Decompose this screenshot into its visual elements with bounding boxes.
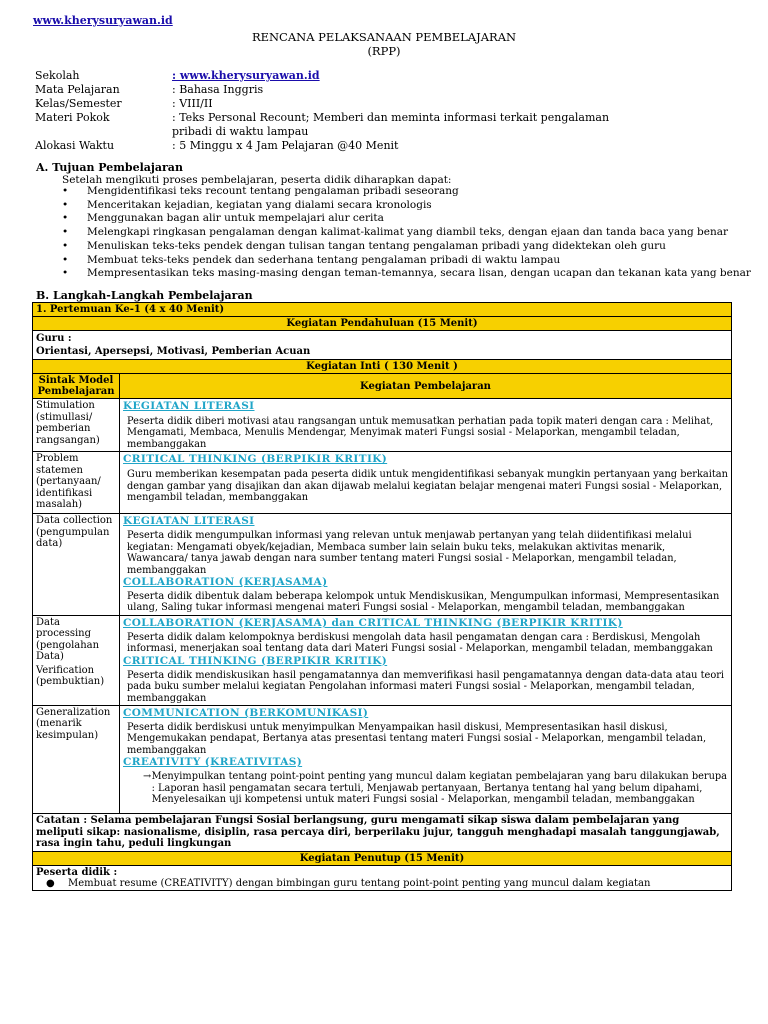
- table-row: [33, 452, 732, 514]
- document-subtitle: (RPP): [367, 44, 401, 58]
- info-label: Mata Pelajaran: [35, 83, 120, 96]
- bullet-icon: •: [62, 253, 69, 266]
- info-label: Kelas/Semester: [35, 97, 122, 110]
- activity-heading: KEGIATAN LITERASI: [123, 400, 255, 412]
- info-value: : 5 Minggu x 4 Jam Pelajaran @40 Menit: [172, 139, 399, 152]
- info-value[interactable]: [172, 69, 622, 83]
- list-item: [62, 199, 751, 213]
- objective-text: Melengkapi ringkasan pengalaman dengan kalimat-kalimat yang diambil teks, dengan ejaan dan tanda baca yang benar: [87, 226, 729, 239]
- activity-description: Menyimpulkan tentang point-point penting yang muncul dalam kegiatan pembelajaran yang baru dilakukan berupa : Laporan hasil pengamatan secara tertuli, Menjawab pertanyaan, Bertanya tentang hal yang belum dipahami, Menyelesaikan uji kompetensi untuk materi Fungsi sosial - Melaporkan, mengambil teladan, membanggakan: [151, 771, 728, 805]
- list-item: [62, 254, 751, 268]
- activity-heading: KEGIATAN LITERASI: [123, 515, 255, 528]
- resume-text: Membuat resume (CREATIVITY) dengan bimbingan guru tentang point-point penting yang muncul dalam kegiatan: [68, 877, 651, 889]
- table-row: [33, 514, 732, 615]
- bullet-icon: •: [62, 185, 69, 197]
- kegiatan-cell: [120, 514, 732, 615]
- bullet-icon: •: [62, 226, 69, 239]
- activity-description: Peserta didik mengumpulkan informasi yang relevan untuk menjawab pertanyan yang telah diidentifikasi melalui kegiatan: Mengamati obyek/kejadian, Membaca sumber lain selain buku teks, melakukan aktivitas menarik, Wawancara/ tanya jawab dengan nara sumber tentang materi Fungsi sosial - Melaporkan, mengambil teladan, membanggakan: [127, 530, 692, 576]
- objective-text: Menuliskan teks-teks pendek dengan tulisan tangan tentang pengalaman pribadi yang didektekan oleh guru: [87, 239, 666, 252]
- objective-text: Membuat teks-teks pendek dan sederhana tentang pengalaman pribadi di waktu lampau: [87, 253, 561, 266]
- info-row-kelas: [35, 97, 622, 111]
- activity-heading: COLLABORATION (KERJASAMA): [123, 576, 328, 589]
- info-block: [35, 69, 622, 153]
- list-item: [62, 212, 751, 226]
- list-item: [62, 240, 751, 254]
- table-row: [33, 399, 732, 452]
- list-item: [46, 878, 728, 889]
- objective-text: Mengidentifikasi teks recount tentang pengalaman pribadi seseorang: [87, 185, 459, 197]
- bullet-icon: •: [62, 198, 69, 211]
- sintak-cell: Data collection (pengumpulan data): [33, 514, 120, 615]
- activity-heading: CREATIVITY (KREATIVITAS): [123, 756, 303, 769]
- guru-cell: [33, 331, 732, 360]
- catatan-cell: Catatan : Selama pembelajaran Fungsi Sosial berlangsung, guru mengamati sikap siswa dalam pembelajaran yang meliputi sikap: nasionalisme, disiplin, rasa percaya diri, berperilaku jujur, tangguh menghadapi masalah tanggungjawab, rasa ingin tahu, peduli lingkungan: [33, 814, 732, 852]
- activity-heading: COLLABORATION (KERJASAMA) dan CRITICAL THINKING (BERPIKIR KRITIK): [123, 616, 623, 629]
- meeting-header: 1. Pertemuan Ke-1 (4 x 40 Menit): [33, 303, 732, 317]
- arrow-icon: →: [143, 771, 152, 783]
- bullet-icon: •: [62, 212, 69, 225]
- site-link[interactable]: www.kherysuryawan.id: [33, 14, 173, 27]
- section-b-heading: B. Langkah-Langkah Pembelajaran: [36, 289, 253, 302]
- info-row-mapel: [35, 83, 622, 97]
- objective-text: Menggunakan bagan alir untuk mempelajari alur cerita: [87, 212, 384, 225]
- activity-description: Peserta didik mendiskusikan hasil pengamatannya dan memverifikasi hasil pengamatannya dengan data-data atau teori pada buku sumber melalui kegiatan Pengolahan informasi materi Fungsi sosial - Melaporkan, mengambil teladan, membanggakan: [127, 669, 725, 704]
- sintak-cell: Problem statemen (pertanyaan/ identifikasi masalah): [33, 452, 120, 514]
- sintak-cell: Stimulation (stimullasi/ pemberian rangsangan): [33, 399, 120, 452]
- activity-description: Peserta didik berdiskusi untuk menyimpulkan Menyampaikan hasil diskusi, Mempresentasikan hasil diskusi, Mengemukakan pendapat, Bertanya atas presentasi tentang materi Fungsi sosial - Melaporkan, mengambil teladan, membanggakan: [127, 721, 707, 756]
- info-value: : Teks Personal Recount; Memberi dan meminta informasi terkait pengalaman pribadi di waktu lampau: [172, 111, 610, 138]
- column-header-sintak: Sintak Model Pembelajaran: [33, 374, 120, 399]
- info-label: Alokasi Waktu: [35, 139, 115, 152]
- bullet-icon: •: [62, 239, 69, 252]
- info-label: Materi Pokok: [35, 111, 110, 124]
- sintak-label: Verification (pembuktian): [36, 664, 105, 688]
- section-a-heading: A. Tujuan Pembelajaran: [36, 161, 183, 174]
- activity-heading: CRITICAL THINKING (BERPIKIR KRITIK): [123, 453, 388, 466]
- table-row: [33, 705, 732, 813]
- activity-description: Guru memberikan kesempatan pada peserta didik untuk mengidentifikasi sebanyak mungkin pertanyaan yang berkaitan dengan gambar yang disajikan dan akan dijawab melalui kegiatan belajar mengenai materi Fungsi sosial - Melaporkan, mengambil teladan, membanggakan: [127, 469, 728, 504]
- pendahuluan-header: Kegiatan Pendahuluan (15 Menit): [33, 317, 732, 331]
- list-item: [62, 185, 751, 199]
- objective-text: Menceritakan kejadian, kegiatan yang dialami secara kronologis: [87, 198, 432, 211]
- table-row: [33, 615, 732, 705]
- school-link[interactable]: : www.kherysuryawan.id: [172, 69, 320, 82]
- info-row-materi: [35, 111, 622, 139]
- info-label: Sekolah: [35, 69, 80, 82]
- sintak-cell: [33, 615, 120, 705]
- activity-description: Peserta didik diberi motivasi atau rangsangan untuk memusatkan perhatian pada topik materi dengan cara : Melihat, Mengamati, Membaca, Menulis Mendengar, Menyimak materi Fungsi sosial - Melaporkan, mengambil teladan, membanggakan: [127, 416, 714, 450]
- info-row-sekolah: [35, 69, 622, 83]
- activity-heading: COMMUNICATION (BERKOMUNIKASI): [123, 706, 369, 719]
- kegiatan-cell: [120, 452, 732, 514]
- kegiatan-cell: [120, 615, 732, 705]
- penutup-header: Kegiatan Penutup (15 Menit): [33, 851, 732, 865]
- list-item: [62, 226, 751, 240]
- activity-description: Peserta didik dalam kelompoknya berdiskusi mengolah data hasil pengamatan dengan cara : Berdiskusi, Mengolah informasi, menerjakan soal tentang data dari Materi Fungsi sosial - Melaporkan, mengambil teladan, membanggakan: [127, 631, 713, 655]
- column-header-kegiatan: Kegiatan Pembelajaran: [120, 374, 732, 399]
- kegiatan-cell: [120, 399, 732, 452]
- info-row-alokasi: [35, 139, 622, 153]
- activity-heading: CRITICAL THINKING (BERPIKIR KRITIK): [123, 654, 388, 667]
- objectives-list: [62, 185, 751, 281]
- bullet-icon: ●: [46, 877, 55, 889]
- info-value: : Bahasa Inggris: [172, 83, 264, 96]
- section-a-intro: Setelah mengikuti proses pembelajaran, peserta didik diharapkan dapat:: [62, 174, 452, 186]
- arrow-item: [143, 771, 728, 805]
- inti-header: Kegiatan Inti ( 130 Menit ): [33, 360, 732, 374]
- list-item: [62, 267, 751, 281]
- guru-label: Guru :: [36, 333, 72, 344]
- objective-text: Mempresentasikan teks masing-masing dengan teman-temannya, secara lisan, dengan ucapan dan tekanan kata yang benar: [87, 267, 751, 280]
- sintak-label: Data processing (pengolahan Data): [36, 616, 100, 663]
- bullet-icon: •: [62, 267, 69, 280]
- lesson-steps-table: [32, 302, 732, 891]
- peserta-label: Peserta didik :: [36, 866, 118, 878]
- info-value: : VIII/II: [172, 97, 213, 110]
- sintak-cell: Generalization (menarik kesimpulan): [33, 705, 120, 813]
- document-title: RENCANA PELAKSANAAN PEMBELAJARAN: [251, 30, 517, 44]
- kegiatan-cell: [120, 705, 732, 813]
- activity-description: Peserta didik dibentuk dalam beberapa kelompok untuk Mendiskusikan, Mengumpulkan informasi, Mempresentasikan ulang, Saling tukar informasi mengenai materi Fungsi sosial - Melaporkan, mengambil teladan, membanggakan: [127, 591, 720, 614]
- penutup-cell: [33, 865, 732, 890]
- orientasi-text: Orientasi, Apersepsi, Motivasi, Pemberian Acuan: [36, 346, 311, 357]
